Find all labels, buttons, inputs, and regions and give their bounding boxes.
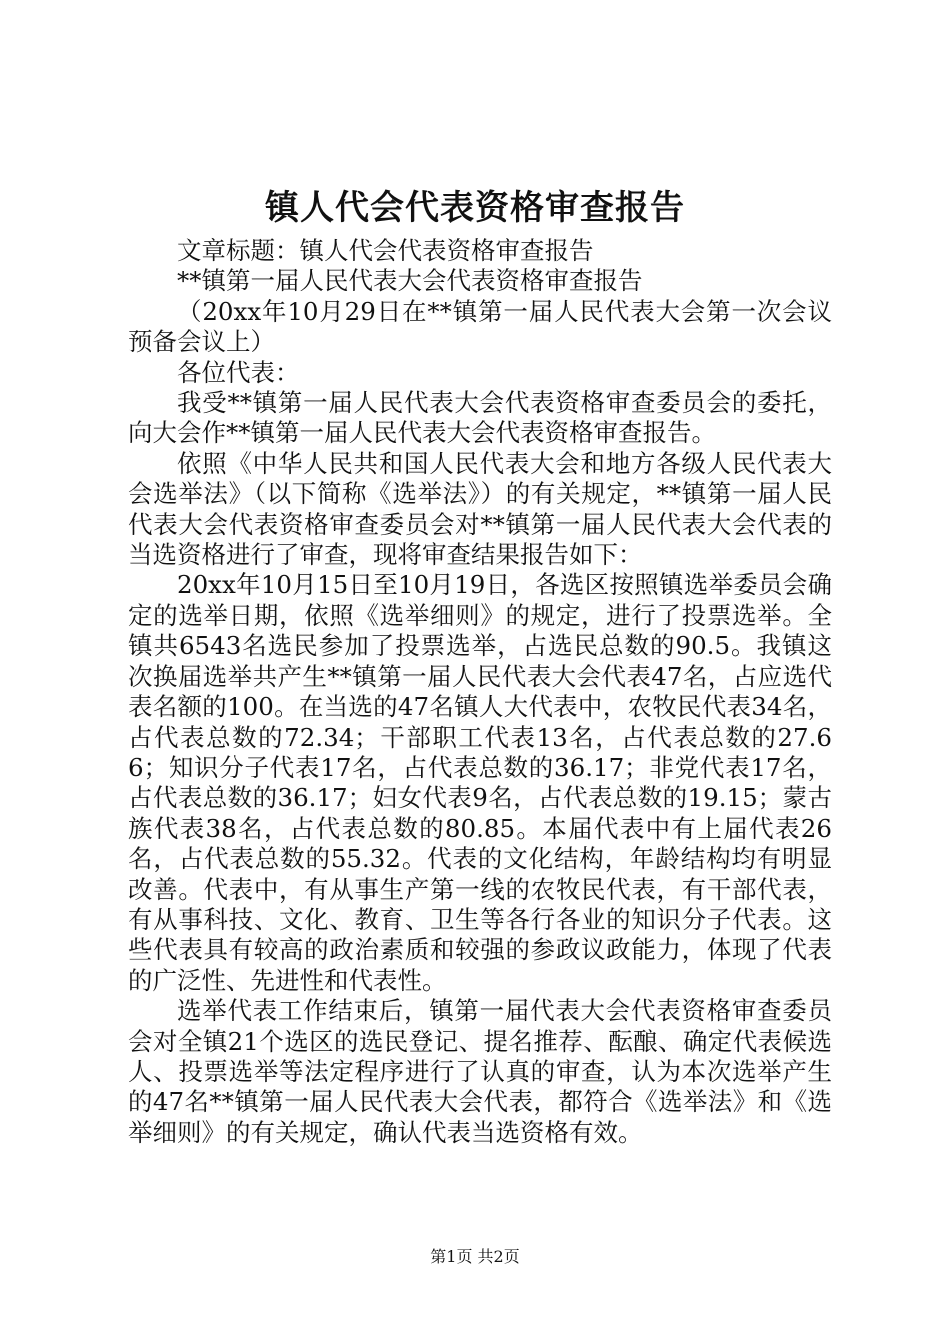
salutation: 各位代表： [177, 357, 300, 387]
paragraph-conclusion: 选举代表工作结束后，镇第一届代表大会代表资格审查委员会对全镇21个选区的选民登记、提名推荐、酝酿、确定代表候选人、投票选举等法定程序进行了认真的审查，认为本次选举产生的47名**镇第一届人民代表大会代表，都符合《选举法》和《选举细则》的有关规定，确认代表当选资格有效。 [128, 996, 832, 1147]
article-title-line: 文章标题：镇人代会代表资格审查报告 [177, 236, 594, 265]
document-body [128, 236, 832, 1148]
report-date-note: （20xx年10月29日在**镇第一届人民代表大会第一次会议预备会议上） [128, 296, 832, 357]
paragraph-intro: 我受**镇第一届人民代表大会代表资格审查委员会的委托，向大会作**镇第一届人民代表大会代表资格审查报告。 [128, 388, 832, 448]
paragraph-legal-basis: 依照《中华人民共和国人民代表大会和地方各级人民代表大会选举法》（以下简称《选举法》）的有关规定，**镇第一届人民代表大会代表资格审查委员会对**镇第一届人民代表大会代表的当选资格进行了审查，现将审查结果报告如下： [128, 448, 832, 570]
document-title: 镇人代会代表资格审查报告 [265, 188, 685, 228]
report-heading: **镇第一届人民代表大会代表资格审查报告 [177, 266, 643, 296]
page-footer: 第1页 共2页 [430, 1247, 520, 1266]
paragraph-election-results: 20xx年10月15日至10月19日，各选区按照镇选举委员会确定的选举日期，依照《选举细则》的规定，进行了投票选举。全镇共6543名选民参加了投票选举，占选民总数的90.5。我镇这次换届选举共产生**镇第一届人民代表大会代表47名，占应选代表名额的100。在当选的47名镇人大代表中，农牧民代表34名，占代表总数的72.34；干部职工代表13名，占代表总数的27.66；知识分子代表17名，占代表总数的36.17；非党代表17名，占代表总数的36.17；妇女代表9名，占代表总数的19.15；蒙古族代表38名，占代表总数的80.85。本届代表中有上届代表26名，占代表总数的55.32。代表的文化结构，年龄结构均有明显改善。代表中，有从事生产第一线的农牧民代表，有干部代表，有从事科技、文化、教育、卫生等各行各业的知识分子代表。这些代表具有较高的政治素质和较强的参政议政能力，体现了代表的广泛性、先进性和代表性。 [128, 570, 832, 995]
